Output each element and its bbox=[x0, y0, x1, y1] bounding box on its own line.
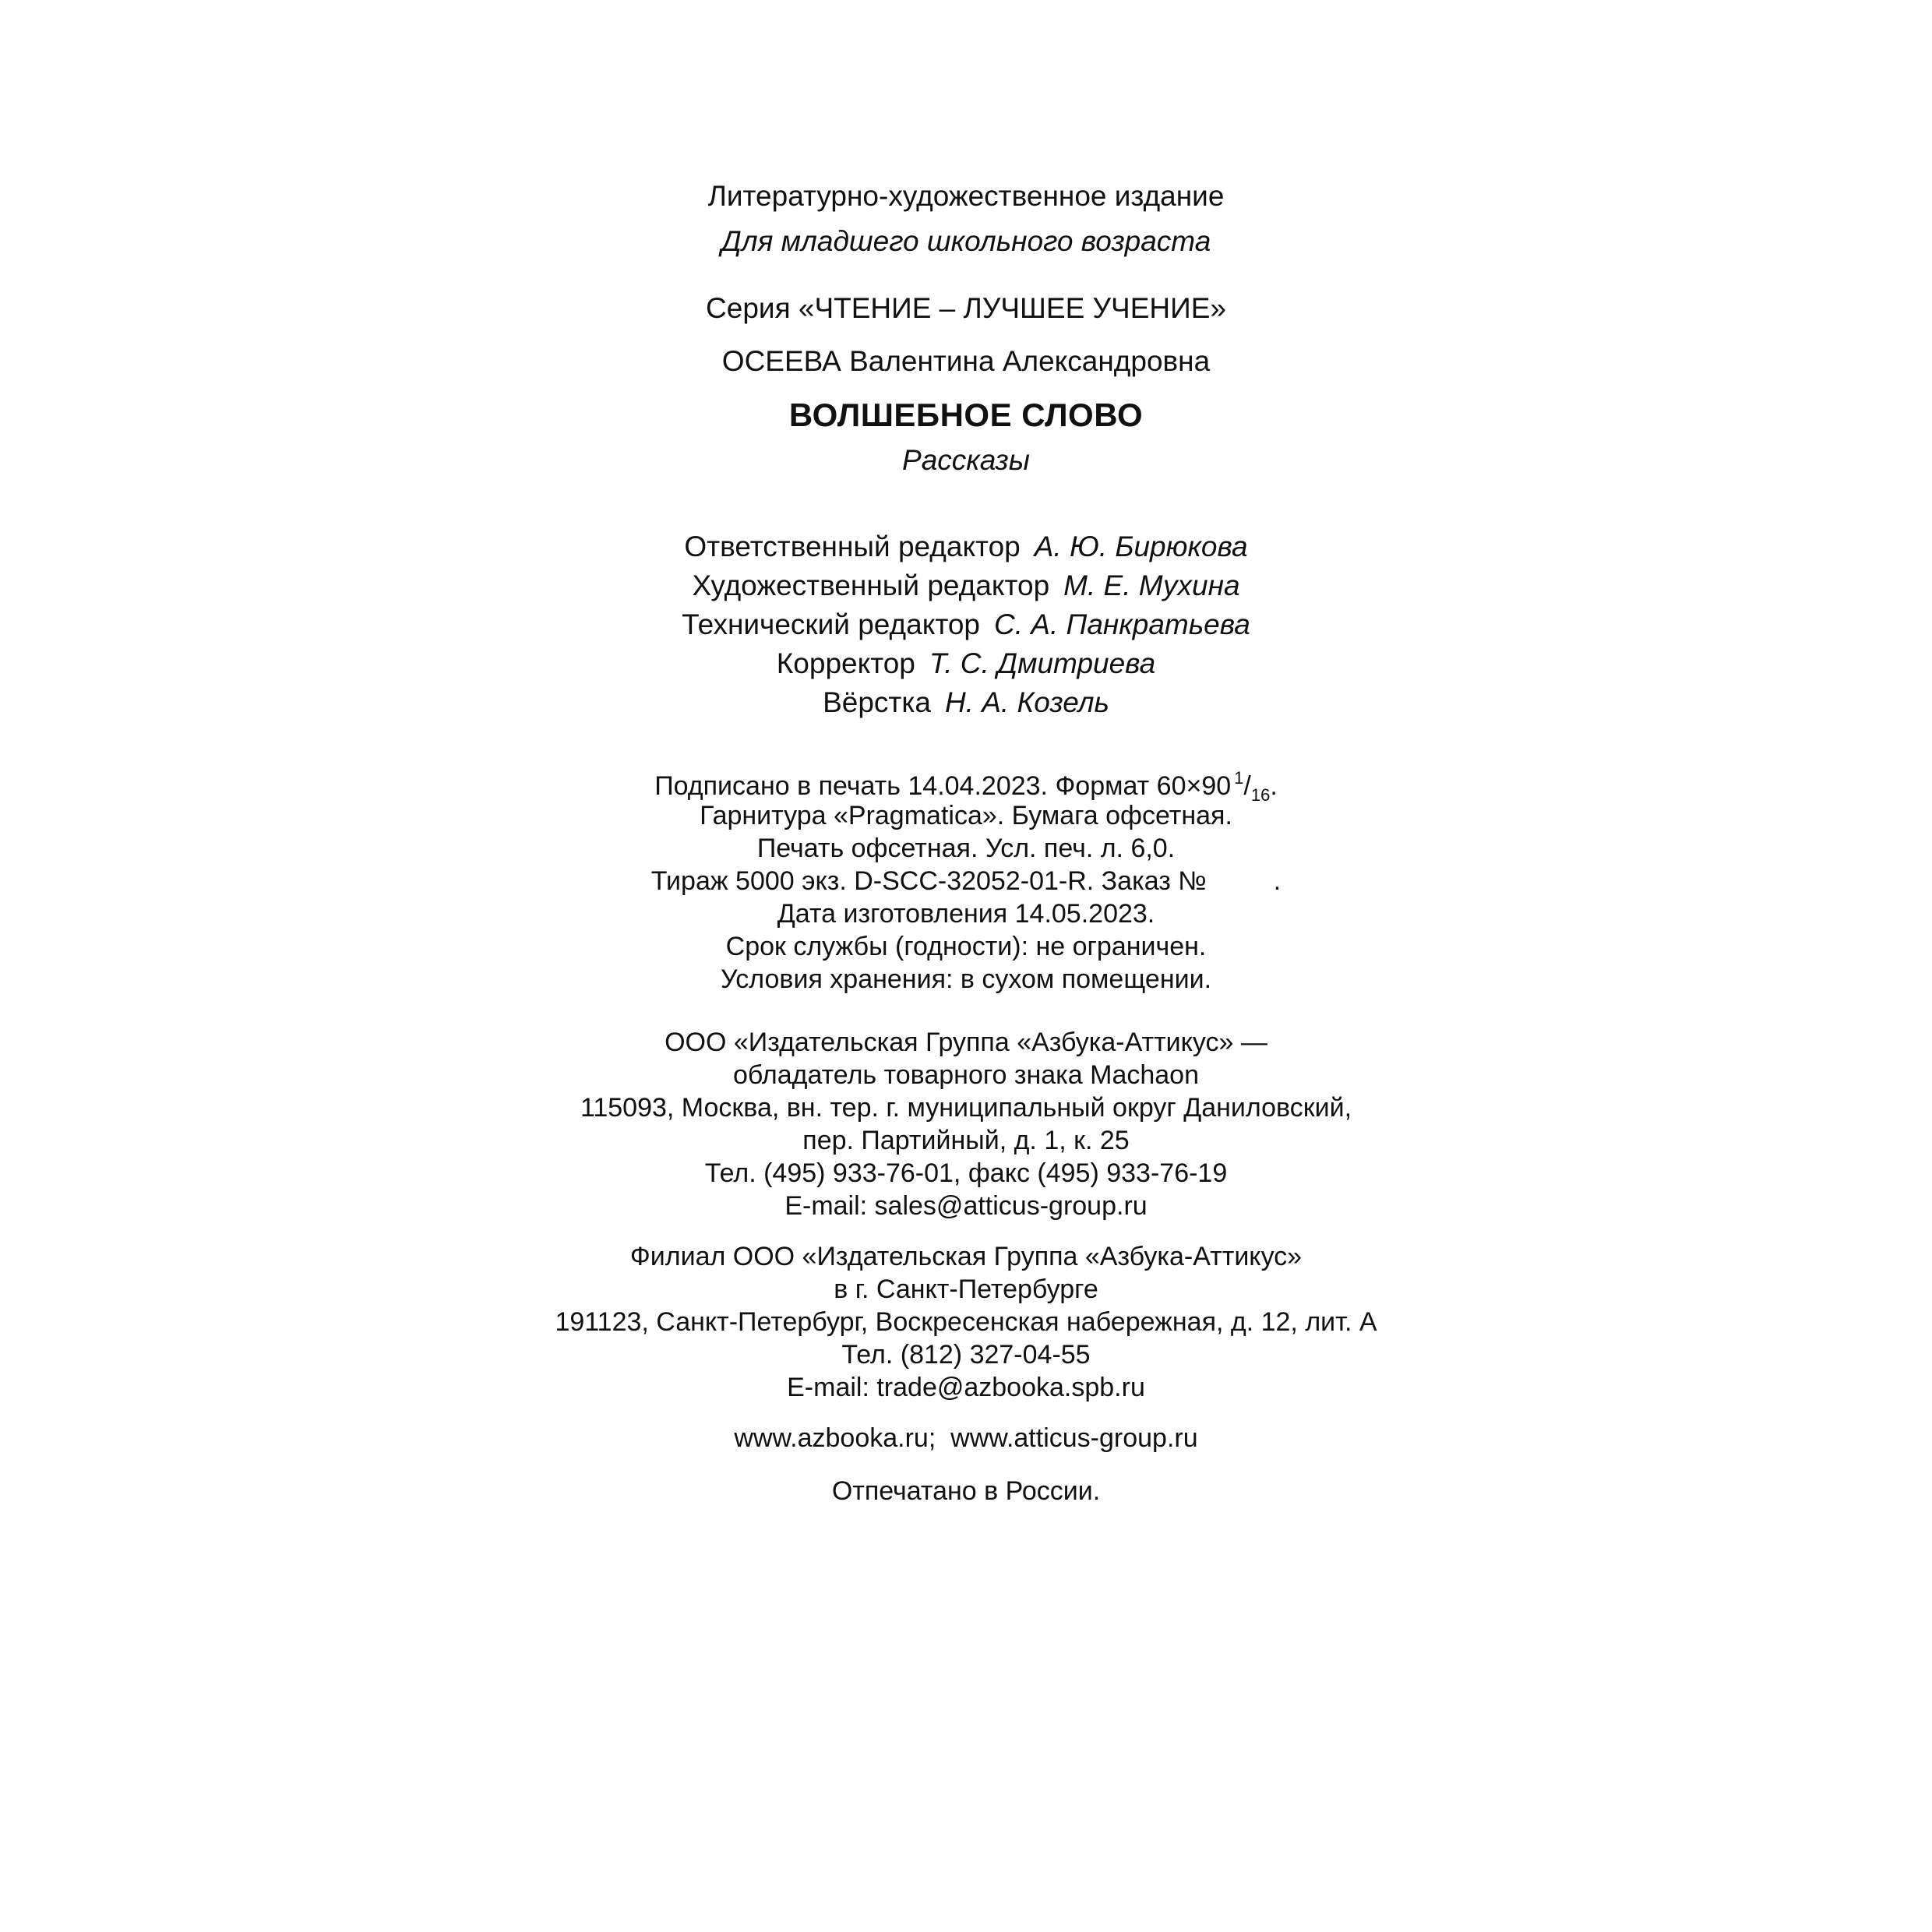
format-denominator: 16 bbox=[1250, 785, 1271, 805]
branch-email: E-mail: trade@azbooka.spb.ru bbox=[787, 1373, 1145, 1402]
genre-label: Рассказы bbox=[902, 444, 1030, 476]
credit-name: М. Е. Мухина bbox=[1063, 569, 1240, 601]
printing-line: Печать офсетная. Усл. печ. л. 6,0. bbox=[756, 834, 1176, 863]
manufacture-date: Дата изготовления 14.05.2023. bbox=[777, 899, 1155, 929]
credit-name: Н. А. Козель bbox=[944, 686, 1109, 718]
print-run-text: Тираж 5000 экз. D-SCC-32052-01-R. Заказ № bbox=[650, 866, 1207, 896]
author-name: ОСЕЕВА Валентина Александровна bbox=[721, 345, 1211, 377]
book-title: ВОЛШЕБНОЕ СЛОВО bbox=[788, 397, 1144, 433]
publisher-email: E-mail: sales@atticus-group.ru bbox=[784, 1191, 1148, 1221]
format-slash: / bbox=[1243, 771, 1251, 801]
branch-line: Тел. (812) 327-04-55 bbox=[841, 1340, 1091, 1370]
credit-line bbox=[0, 688, 1932, 717]
print-run-line bbox=[0, 868, 1932, 894]
credit-line bbox=[0, 649, 1932, 678]
credit-name: С. А. Панкратьева bbox=[994, 608, 1250, 640]
publisher-line: обладатель товарного знака Machaon bbox=[733, 1060, 1199, 1090]
storage-conditions: Условия хранения: в сухом помещении. bbox=[720, 964, 1212, 994]
series-label: Серия «ЧТЕНИЕ – ЛУЧШЕЕ УЧЕНИЕ» bbox=[706, 292, 1226, 324]
credit-role: Корректор bbox=[776, 647, 915, 679]
publisher-line: пер. Партийный, д. 1, к. 25 bbox=[802, 1126, 1130, 1155]
credit-line bbox=[0, 610, 1932, 639]
branch-line: 191123, Санкт-Петербург, Воскресенская набережная, д. 12, лит. А bbox=[555, 1307, 1377, 1337]
print-signed-text: Подписано в печать 14.04.2023. Формат 60×90 bbox=[654, 771, 1232, 801]
branch-line: Филиал ООО «Издательская Группа «Азбука-Аттикус» bbox=[629, 1242, 1303, 1271]
credit-line bbox=[0, 532, 1932, 561]
credit-line bbox=[0, 571, 1932, 600]
typeface-line: Гарнитура «Pragmatica». Бумага офсетная. bbox=[700, 801, 1232, 830]
credit-role: Технический редактор bbox=[682, 608, 981, 640]
publisher-line: ООО «Издательская Группа «Азбука-Аттикус» — bbox=[665, 1028, 1267, 1057]
edition-type: Литературно-художественное издание bbox=[707, 180, 1225, 212]
shelf-life: Срок службы (годности): не ограничен. bbox=[725, 932, 1207, 961]
credit-name: А. Ю. Бирюкова bbox=[1034, 531, 1248, 562]
branch-line: в г. Санкт-Петербурге bbox=[834, 1274, 1098, 1304]
credit-name: Т. С. Дмитриева bbox=[929, 647, 1156, 679]
credit-role: Ответственный редактор bbox=[684, 531, 1021, 562]
format-end: . bbox=[1270, 771, 1278, 801]
audience-label: Для младшего школьного возраста bbox=[721, 225, 1211, 257]
format-numerator: 1 bbox=[1234, 768, 1244, 788]
credit-role: Вёрстка bbox=[823, 686, 931, 718]
publisher-line: Тел. (495) 933-76-01, факс (495) 933-76-19 bbox=[704, 1158, 1228, 1188]
printed-in: Отпечатано в России. bbox=[831, 1476, 1101, 1506]
print-signed-line bbox=[0, 770, 1932, 804]
print-run-end: . bbox=[1273, 866, 1282, 896]
credit-role: Художественный редактор bbox=[692, 569, 1050, 601]
websites: www.azbooka.ru; www.atticus-group.ru bbox=[734, 1423, 1198, 1453]
publisher-line: 115093, Москва, вн. тер. г. муниципальный округ Даниловский, bbox=[580, 1093, 1352, 1123]
